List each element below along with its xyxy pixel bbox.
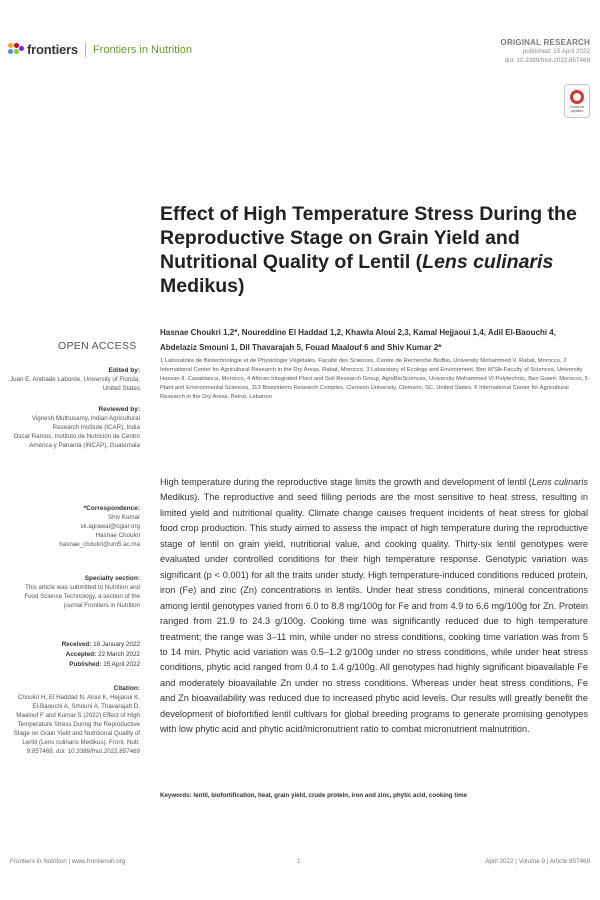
check-updates-icon [570,90,584,104]
logo-divider [85,43,86,57]
citation-label: Citation: [113,685,140,692]
open-access-label: OPEN ACCESS [58,340,137,352]
check-updates-label: Check for updates [569,104,585,113]
author-list: Hasnae Choukri 1,2*, Noureddine El Haddad 1,2, Khawla Aloui 2,3, Kamal Hejjaoui 1,4, Adil El-Baouchi 4, Abdelaziz Smouni 1, Dil Thavarajah 5, Fouad Maalouf 6 and Shiv Kumar 2* [160,328,556,352]
footer-volume: April 2022 | Volume 9 | Article 857469 [485,858,590,865]
citation-text: Choukri H, El Haddad N, Aloui K, Hejjaoui K, El-Baouchi A, Smouni A, Thavarajah D, Maalouf F and Kumar S (2022) Effect of High Temperature Stress During the Reproductive Stage on Grain Yield and Nutritional Quality of Lentil (Lens culinaris Medikus). Front. Nutr. 9:857469. doi: 10.3389/fnut.2022.857469 [13,694,140,755]
reviewer: Oscar Ramos, Instituto de Nutrición de Centro América y Panamá (INCAP), Guatemala [13,433,140,449]
accepted-date: Accepted: 22 March 2022 [65,651,140,658]
sidebar-edited-by [10,362,140,393]
page-number: 1 [297,858,301,865]
sidebar-dates [10,640,140,670]
journal-name[interactable]: Frontiers in Nutrition [92,43,192,56]
frontiers-logo-icon [8,43,24,57]
keywords [160,792,590,800]
published-line: published: 15 April 2022 [522,48,590,55]
logo-dot [19,46,24,51]
publisher-header [8,42,192,57]
publisher-name: frontiers [27,42,78,57]
sidebar-citation [10,680,140,756]
article-title: Effect of High Temperature Stress During the Reproductive Stage on Grain Yield and Nutritional Quality of Lentil (Lens culinaris Medikus) [160,203,577,297]
received-date: Received: 18 January 2022 [61,641,140,648]
correspondent-email[interactable]: sk.agrawal@cgiar.org [80,523,140,530]
specialty-text: This article was submitted to Nutrition and Food Science Technology, a section of the journal Frontiers in Nutrition [24,584,140,609]
reviewed-by-label: Reviewed by: [98,406,140,413]
article-type-block [501,38,590,65]
sidebar-reviewed-by [10,401,140,450]
editor: Juan E. Andrade Laborde, University of Florida, United States [10,376,141,392]
specialty-label: Specialty section: [84,575,140,582]
footer-journal[interactable]: Frontiers in Nutrition | www.frontiersin.org [10,858,126,865]
correspondent-email[interactable]: hasnae_choukri@um5.ac.ma [59,541,140,548]
sidebar-specialty-section [10,570,140,610]
abstract: High temperature during the reproductive stage limits the growth and development of lentil (Lens culinaris Medikus). The reproductive and seed filling periods are the most sensitive to heat stress, resulting in limited yield and nutritional quality. Climate change causes frequent incidents of heat stress for global food crop production. This study aimed to assess the impact of high temperature during the reproductive stage of lentil on grain yield, nutritional value, and cooking quality. Thirty-six lentil genotypes were evaluated under controlled conditions for their high temperature response. Genotypic variation was significant (p < 0.001) for all the traits under study. High temperature-induced conditions reduced protein, iron (Fe) and zinc (Zn) concentrations in lentils. Under heat stress conditions, mineral concentrations among lentil genotypes varied from 6.0 to 8.8 mg/100g for Fe and from 4.9 to 6.6 mg/100g for Zn. Protein ranged from 21.9 to 24.3 g/100g. Cooking time was significantly reduced due to high temperature treatment; the range was 3–11 min, while under no stress conditions, cooking time variation was from 5 to 14 min. Phytic acid variation was 0.5–1.2 g/100g under no stress conditions, while under heat stress conditions, phytic acid ranged from 0.4 to 1.4 g/100g. All genotypes had highly significant bioavailable Fe and moderately bioavailable Zn under no stress conditions. Whereas under heat stress conditions, Fe and Zn bioavailability was reduced due to increased phytic acid levels. Our results will greatly benefit the development of biofortified lentil cultivars for global breeding programs to generate promising genotypes with low phytic acid and phytic acid/micronutrient ratio to combat micronutrient malnutrition. [160,477,588,735]
logo-dot [8,49,13,54]
keywords-list: lentil, biofortification, heat, grain yield, crude protein, iron and zinc, phytic acid, cooking time [193,792,468,799]
check-for-updates-badge[interactable] [564,84,590,118]
correspondent-name: Hasnae Choukri [95,532,140,539]
published-date: Published: 15 April 2022 [69,661,140,668]
article-type: ORIGINAL RESEARCH [500,38,590,47]
correspondent-name: Shiv Kumar [108,514,140,521]
keywords-label: Keywords: [160,792,192,799]
edited-by-label: Edited by: [108,367,140,374]
logo-dot [8,43,13,48]
doi-line[interactable]: doi: 10.3389/fnut.2022.857469 [504,57,590,64]
correspondence-label: *Correspondence: [83,505,140,512]
reviewer: Vignesh Muthusamy, Indian Agricultural Research Institute (ICAR), India [31,415,140,431]
affiliations: 1 Laboratoire de Biotechnologie et de Physiologie Végétales, Faculté des Sciences, Centre de Recherche BioBio, University Mohammed V, Rabat, Morocco, 2 International Center for Agricultural Research in the Dry Areas, Rabat, Morocco, 3 Laboratory of Ecology and Environment, Ben M'Sik Faculty of Sciences, University Hassan II, Casablanca, Morocco, 4 African Integrated Plant and Soil Research Group, AgroBioSciences, University Mohammed VI Polytechnic, Ben Guerir, Morocco, 5 Plant and Environmental Sciences, 113 Biosystems Research Complex, Clemson University, Clemson, SC, United States, 6 International Center for Agricultural Research in the Dry Areas, Beirut, Lebanon [160,358,588,400]
sidebar-correspondence [10,500,140,549]
